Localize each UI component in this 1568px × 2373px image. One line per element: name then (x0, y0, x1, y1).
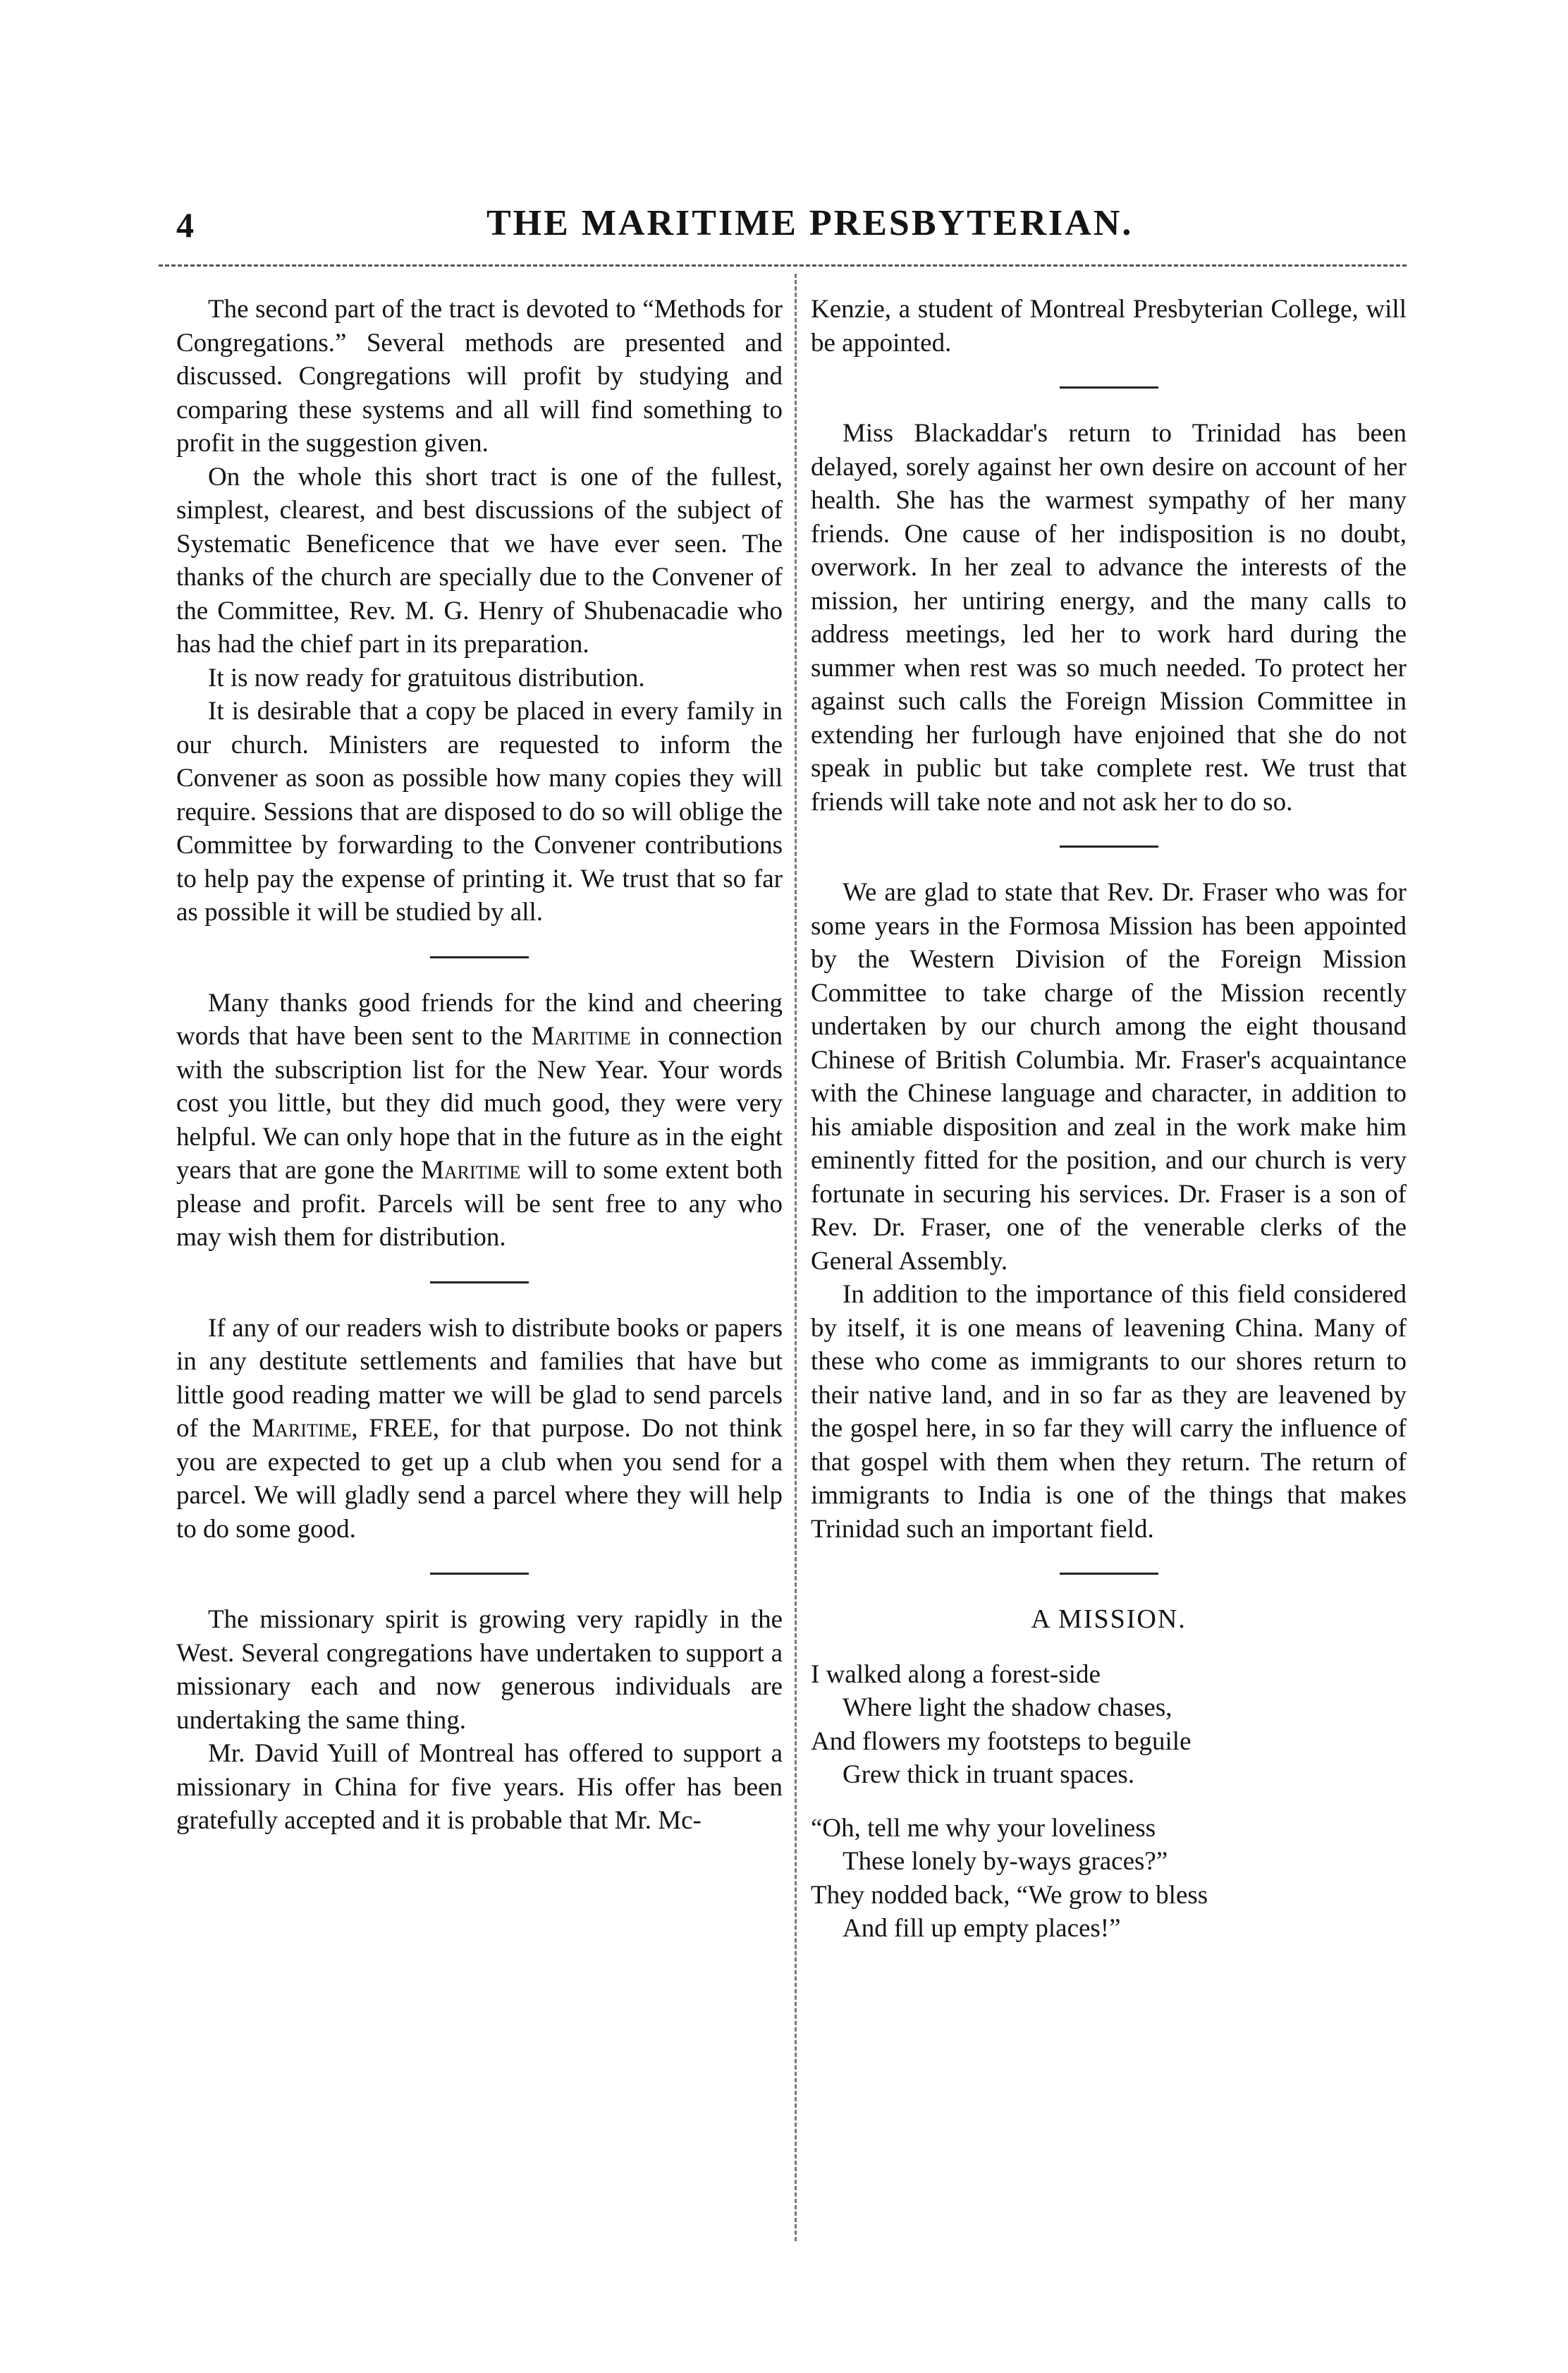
section-rule (430, 1281, 529, 1283)
section-rule (1060, 846, 1158, 848)
thanks-paragraph: Many thanks good friends for the kind and cheering words that have been sent to the Maritime in connection with the subscription list for the New Year. Your words cost you little, but they did much good, they were very helpful. We can only hope that in the future as in the eight years that are gone the Maritime will to some extent both please and profit. Parcels will be sent free to any who may wish them for distribution. (176, 988, 783, 1252)
poem-line: And fill up empty places!” (843, 1914, 1121, 1943)
poem-line: Grew thick in truant spaces. (843, 1760, 1135, 1789)
continued-paragraph: Kenzie, a student of Montreal Presbyterian College, will be appointed. (811, 295, 1407, 358)
missionary-spirit-paragraph: The missionary spirit is growing very rapidly in the West. Several congregations have undertaken to support a missionary each and now generous individuals are undertaking the same thing. (176, 1605, 783, 1735)
poem-line: Where light the shadow chases, (843, 1693, 1172, 1722)
poem-line: “Oh, tell me why your loveliness (811, 1813, 1156, 1843)
distribute-paragraph: If any of our readers wish to distribute books or papers in any destitute settlements and families that have but little good reading matter we will be glad to send parcels of the Maritime, FREE, for that purpose. Do not think you are expected to get up a club when you send for a parcel. We will gladly send a parcel where they will help to do some good. (176, 1313, 783, 1544)
tract-availability-paragraph: It is now ready for gratuitous distribution. (208, 663, 645, 693)
section-rule (1060, 386, 1158, 389)
poem-stanza (811, 1658, 1407, 1792)
poem-line: And flowers my footsteps to beguile (811, 1726, 1192, 1756)
leavening-china-paragraph: In addition to the importance of this field considered by itself, it is one means of leavening China. Many of these who come as immigrants to our shores return to their native land, and in so far as they are leavened by the gospel here, in so far they will carry the influence of that gospel with them when they return. The return of immigrants to India is one of the things that makes Trinidad such an important field. (811, 1280, 1407, 1544)
column-divider (795, 274, 797, 2241)
section-rule (1060, 1573, 1158, 1575)
yuill-offer-paragraph: Mr. David Yuill of Montreal has offered to support a missionary in China for five years. His offer has been gratefully accepted and it is probable that Mr. Mc- (176, 1739, 783, 1835)
poem-stanza (811, 1812, 1407, 1946)
running-head: THE MARITIME PRESBYTERIAN. (486, 203, 1134, 243)
page-number: 4 (176, 205, 194, 245)
tract-request-paragraph: It is desirable that a copy be placed in every family in our church. Ministers are requested to inform the Convener as soon as possible how many copies they will require. Sessions that are disposed to do so will oblige the Committee by forwarding to the Convener contributions to help pay the expense of printing it. We trust that so far as possible it will be studied by all. (176, 697, 783, 927)
tract-review-paragraph: On the whole this short tract is one of the fullest, simplest, clearest, and best discussions of the subject of Systematic Beneficence that we have ever seen. The thanks of the church are specially due to the Convener of the Committee, Rev. M. G. Henry of Shubenacadie who has had the chief part in its preparation. (176, 462, 783, 659)
poem (811, 1658, 1407, 1946)
poem-title: A MISSION. (1031, 1604, 1187, 1634)
tract-methods-paragraph: The second part of the tract is devoted to “Methods for Congregations.” Several methods are presented and discussed. Congregations will profit by studying and comparing these systems and all will find something to profit in the suggestion given. (176, 295, 783, 458)
poem-line: I walked along a forest-side (811, 1659, 1101, 1689)
right-column (811, 293, 1407, 1965)
blackaddar-paragraph: Miss Blackaddar's return to Trinidad has been delayed, sorely against her own desire on account of her health. She has the warmest sympathy of her many friends. One cause of her indisposition is no doubt, overwork. In her zeal to advance the interests of the mission, her untiring energy, and the many calls to address meetings, led her to work hard during the summer when rest was so much needed. To protect her against such calls the Foreign Mission Committee in extending her furlough have enjoined that she do not speak in public but take complete rest. We trust that friends will take note and not ask her to do so. (811, 419, 1407, 817)
left-column (176, 293, 783, 1838)
section-rule (430, 956, 529, 958)
poem-line: They nodded back, “We grow to bless (811, 1880, 1208, 1910)
header-rule (159, 264, 1407, 267)
section-rule (430, 1573, 529, 1575)
poem-line: These lonely by-ways graces?” (843, 1847, 1168, 1876)
fraser-appointment-paragraph: We are glad to state that Rev. Dr. Fraser who was for some years in the Formosa Mission has been appointed by the Western Division of the Foreign Mission Committee to take charge of the Mission recently undertaken by our church among the eight thousand Chinese of British Columbia. Mr. Fraser's acquaintance with the Chinese language and character, in addition to his amiable disposition and zeal in the work make him eminently fitted for the position, and our church is very fortunate in securing his services. Dr. Fraser is a son of Rev. Dr. Fraser, one of the venerable clerks of the General Assembly. (811, 878, 1407, 1276)
